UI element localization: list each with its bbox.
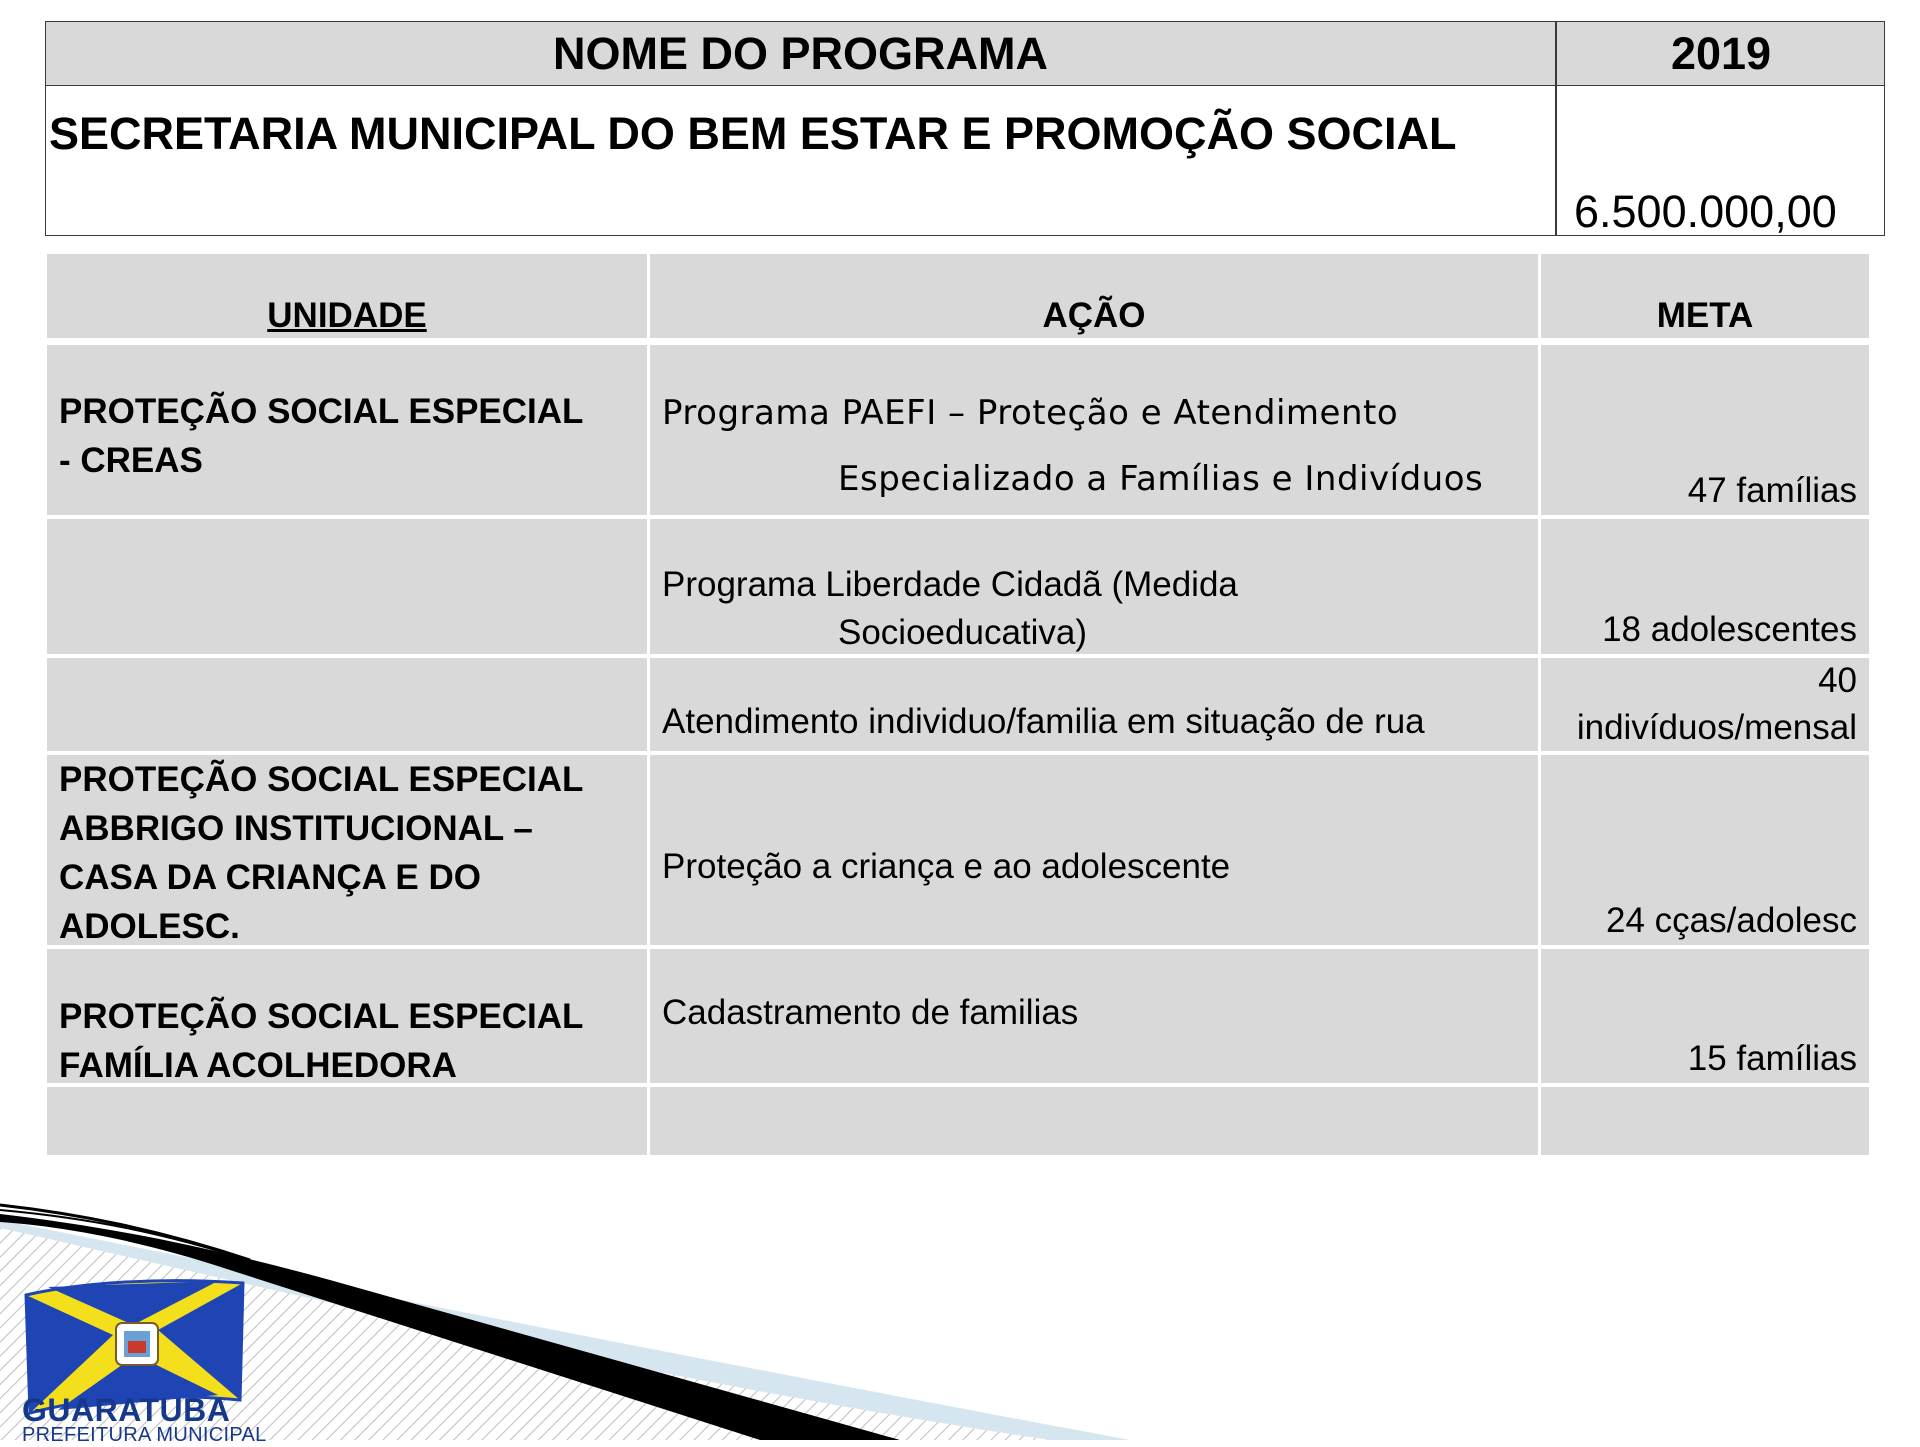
table-row-3-unidade — [47, 658, 647, 751]
acao-header — [650, 254, 1538, 338]
acao-line: Especializado a Famílias e Indivíduos — [838, 459, 1484, 499]
program-name-header: NOME DO PROGRAMA — [553, 28, 1048, 79]
unidade-line: PROTEÇÃO SOCIAL ESPECIAL — [59, 760, 584, 799]
table-row-4-unidade — [47, 755, 647, 945]
acao-line: Socioeducativa) — [838, 613, 1088, 652]
table-row-4-acao — [650, 755, 1538, 945]
table-row-3-meta — [1541, 658, 1869, 751]
table-row-2-acao — [650, 519, 1538, 654]
table-row-4-meta — [1541, 755, 1869, 945]
program-header-row — [46, 22, 1884, 86]
unidade-line: - CREAS — [59, 441, 203, 480]
acao-line: Programa PAEFI – Proteção e Atendimento — [662, 393, 1399, 433]
table-row-1-meta — [1541, 345, 1869, 515]
program-year-header: 2019 — [1670, 28, 1772, 79]
footer-swoosh-decoration — [0, 1200, 1920, 1440]
unidade-line: FAMÍLIA ACOLHEDORA — [59, 1046, 457, 1085]
unidade-line: ABBRIGO INSTITUCIONAL – — [59, 809, 533, 848]
meta-line: 47 famílias — [1687, 471, 1857, 510]
meta-line: 18 adolescentes — [1602, 610, 1857, 649]
table-row-2-meta — [1541, 519, 1869, 654]
acao-header-label: AÇÃO — [1042, 296, 1146, 335]
table-row-3-acao — [650, 658, 1538, 751]
column-divider — [1555, 22, 1557, 235]
unidade-line: PROTEÇÃO SOCIAL ESPECIAL — [59, 392, 584, 431]
table-row-2-unidade — [47, 519, 647, 654]
meta-header-label: META — [1656, 296, 1754, 335]
meta-line: 24 cças/adolesc — [1606, 901, 1857, 940]
acao-line: Programa Liberdade Cidadã (Medida — [662, 565, 1238, 604]
acao-line: Cadastramento de familias — [662, 993, 1079, 1032]
secretaria-name: SECRETARIA MUNICIPAL DO BEM ESTAR E PROMOÇÃO SOCIAL — [49, 108, 1457, 159]
logo-subtitle: PREFEITURA MUNICIPAL — [22, 1424, 267, 1446]
program-budget-value: 6.500.000,00 — [1574, 186, 1837, 237]
unidade-header-label: UNIDADE — [267, 296, 427, 335]
acao-line: Atendimento individuo/familia em situação de rua — [662, 702, 1425, 741]
meta-line: 40 — [1818, 661, 1857, 700]
table-row-6-unidade — [47, 1087, 647, 1155]
table-row-5-unidade — [47, 949, 647, 1083]
table-row-6-meta — [1541, 1087, 1869, 1155]
unidade-line: PROTEÇÃO SOCIAL ESPECIAL — [59, 997, 584, 1036]
table-row-5-acao — [650, 949, 1538, 1083]
table-row-1-unidade — [47, 345, 647, 515]
unidade-line: ADOLESC. — [59, 907, 240, 946]
meta-line: indivíduos/mensal — [1576, 708, 1857, 747]
meta-line: 15 famílias — [1687, 1039, 1857, 1078]
program-data-row — [46, 86, 1884, 235]
unidade-header — [47, 254, 647, 338]
logo-name: GUARATUBA — [22, 1392, 231, 1428]
unidade-line: CASA DA CRIANÇA E DO — [59, 858, 481, 897]
acao-line: Proteção a criança e ao adolescente — [662, 847, 1231, 886]
program-summary-table — [45, 21, 1885, 236]
table-row-6-acao — [650, 1087, 1538, 1155]
table-row-1-acao — [650, 345, 1538, 515]
table-row-5-meta — [1541, 949, 1869, 1083]
meta-header — [1541, 254, 1869, 338]
